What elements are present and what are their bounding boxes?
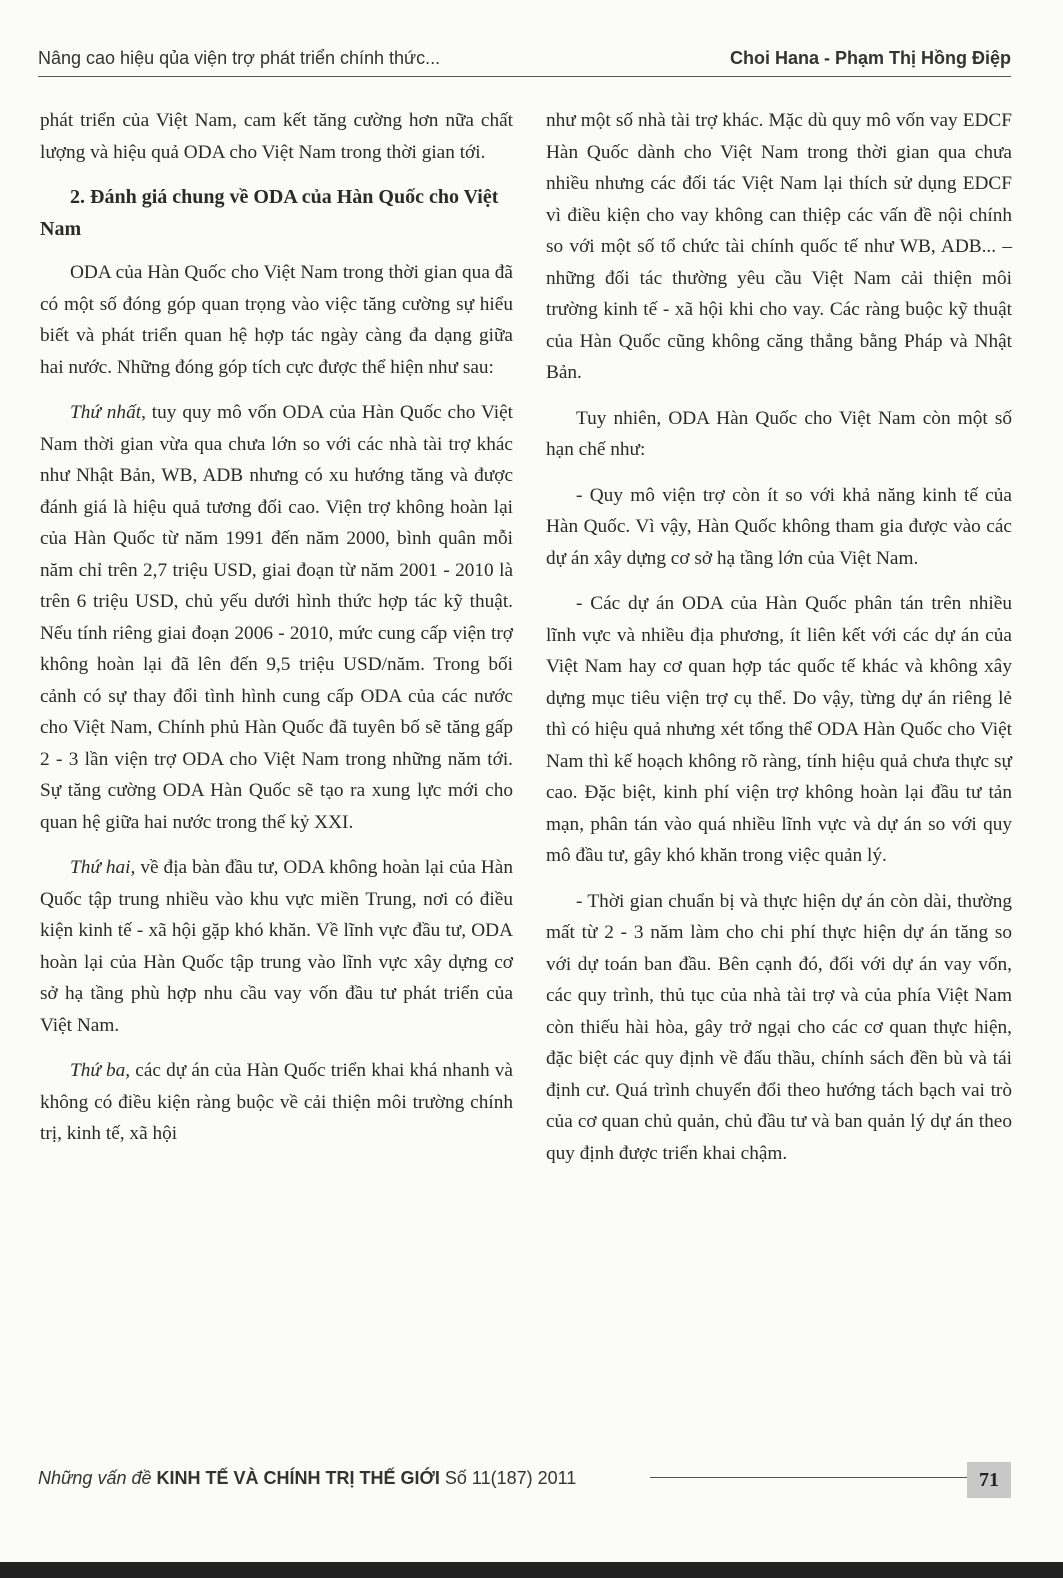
paragraph: - Quy mô viện trợ còn ít so với khả năng kinh tế của Hàn Quốc. Vì vậy, Hàn Quốc không tham gia được vào các dự án xây dựng cơ sở hạ tầng lớn của Việt Nam. <box>546 484 1012 569</box>
header-article-title: Nâng cao hiệu qủa viện trợ phát triển chính thức... <box>38 48 441 68</box>
journal-issue: Số 11(187) 2011 <box>444 1468 577 1488</box>
header-authors: Choi Hana - Phạm Thị Hồng Điệp <box>729 48 1011 68</box>
paragraph: Tuy nhiên, ODA Hàn Quốc cho Việt Nam còn một số hạn chế như: <box>546 407 1012 460</box>
paragraph-body: về địa bàn đầu tư, ODA không hoàn lại của Hàn Quốc tập trung nhiều vào khu vực miền Trung, nơi có điều kiện kinh tế - xã hội gặp khó khăn. Về lĩnh vực đầu tư, ODA hoàn lại của Hàn Quốc tập trung vào lĩnh vực xây dựng cơ sở hạ tầng phù hợp nhu cầu vay vốn đầu tư phát triển của Việt Nam. <box>40 857 513 1036</box>
left-column <box>40 105 513 1164</box>
running-header <box>38 44 1011 77</box>
paragraph <box>40 397 513 838</box>
paragraph-lead: Thứ ba, <box>70 1060 131 1081</box>
paragraph: ODA của Hàn Quốc cho Việt Nam trong thời gian qua đã có một số đóng góp quan trọng vào việc tăng cường sự hiểu biết và phát triển quan hệ hợp tác ngày càng đa dạng giữa hai nước. Những đóng góp tích cực được thể hiện như sau: <box>40 262 513 378</box>
page-number: 71 <box>967 1462 1011 1498</box>
paragraph: - Thời gian chuẩn bị và thực hiện dự án còn dài, thường mất từ 2 - 3 năm làm cho chi phí thực hiện dự án tăng so với dự toán ban đầu. Bên cạnh đó, đối với dự án vay vốn, các quy trình, thủ tục của nhà tài trợ và của phía Việt Nam còn thiếu hài hòa, gây trở ngại cho các cơ quan thực hiện, đặc biệt các quy định về đấu thầu, chính sách đền bù và tái định cư. Quá trình chuyển đổi theo hướng tách bạch vai trò của cơ quan chủ quản, chủ đầu tư và ban quản lý dự án theo quy định được triển khai chậm. <box>546 890 1012 1164</box>
section-heading: 2. Đánh giá chung về ODA của Hàn Quốc cho Việt Nam <box>40 186 499 240</box>
journal-title <box>38 1468 576 1489</box>
paragraph-lead: Thứ hai, <box>70 857 136 878</box>
journal-prefix: Những vấn đề <box>38 1468 152 1488</box>
footer-rule <box>650 1477 967 1478</box>
paragraph <box>40 852 513 1041</box>
paragraph: phát triển của Việt Nam, cam kết tăng cường hơn nữa chất lượng và hiệu quả ODA cho Việt Nam trong thời gian tới. <box>40 110 513 163</box>
paragraph <box>40 1055 513 1150</box>
paragraph: - Các dự án ODA của Hàn Quốc phân tán trên nhiều lĩnh vực và nhiều địa phương, ít liên kết với các dự án của Việt Nam hay cơ quan hợp tác quốc tế khác và không xây dựng mục tiêu viện trợ cụ thể. Do vậy, từng dự án riêng lẻ thì có hiệu quả nhưng xét tổng thể ODA Hàn Quốc cho Việt Nam thì kế hoạch không rõ ràng, tính hiệu quả chưa thực sự cao. Đặc biệt, kinh phí viện trợ không hoàn lại đầu tư tản mạn, phân tán vào quá nhiều lĩnh vực và dự án so với quy mô đầu tư, gây khó khăn trong việc quản lý. <box>546 593 1012 866</box>
paragraph-body: tuy quy mô vốn ODA của Hàn Quốc cho Việt Nam thời gian vừa qua chưa lớn so với các nhà tài trợ khác như Nhật Bản, WB, ADB nhưng có xu hướng tăng và được đánh giá là hiệu quả tương đối cao. Viện trợ không hoàn lại của Hàn Quốc từ năm 1991 đến năm 2000, bình quân mỗi năm chỉ trên 2,7 triệu USD, giai đoạn từ năm 2001 - 2010 là trên 6 triệu USD, chủ yếu dưới hình thức hợp tác kỹ thuật. Nếu tính riêng giai đoạn 2006 - 2010, mức cung cấp viện trợ không hoàn lại đã lên đến 9,5 triệu USD/năm. Trong bối cảnh có sự thay đổi tình hình cung cấp ODA của các nước cho Việt Nam, Chính phủ Hàn Quốc đã tuyên bố sẽ tăng gấp 2 - 3 lần viện trợ ODA cho Việt Nam trong những năm tới. Sự tăng cường ODA Hàn Quốc sẽ tạo ra xung lực mới cho quan hệ giữa hai nước trong thế kỷ XXI. <box>40 402 513 833</box>
paragraph-lead: Thứ nhất, <box>70 402 146 423</box>
paragraph: như một số nhà tài trợ khác. Mặc dù quy mô vốn vay EDCF Hàn Quốc dành cho Việt Nam trong thời gian qua chưa nhiều nhưng các đối tác Việt Nam lại thích sử dụng EDCF vì điều kiện cho vay không can thiệp các vấn đề nội chính so với một số tổ chức tài chính quốc tế như WB, ADB... – những đối tác thường yêu cầu Việt Nam cải thiện môi trường kinh tế - xã hội khi cho vay. Các ràng buộc kỹ thuật của Hàn Quốc cũng không căng thẳng bằng Pháp và Nhật Bản. <box>546 110 1012 383</box>
journal-name: KINH TẾ VÀ CHÍNH TRỊ THẾ GIỚI <box>156 1468 440 1488</box>
scan-edge-bar <box>0 1562 1063 1578</box>
running-footer <box>38 1462 1011 1498</box>
paragraph-body: các dự án của Hàn Quốc triển khai khá nhanh và không có điều kiện ràng buộc về cải thiện môi trường chính trị, kinh tế, xã hội <box>40 1060 513 1144</box>
right-column <box>546 105 1012 1183</box>
